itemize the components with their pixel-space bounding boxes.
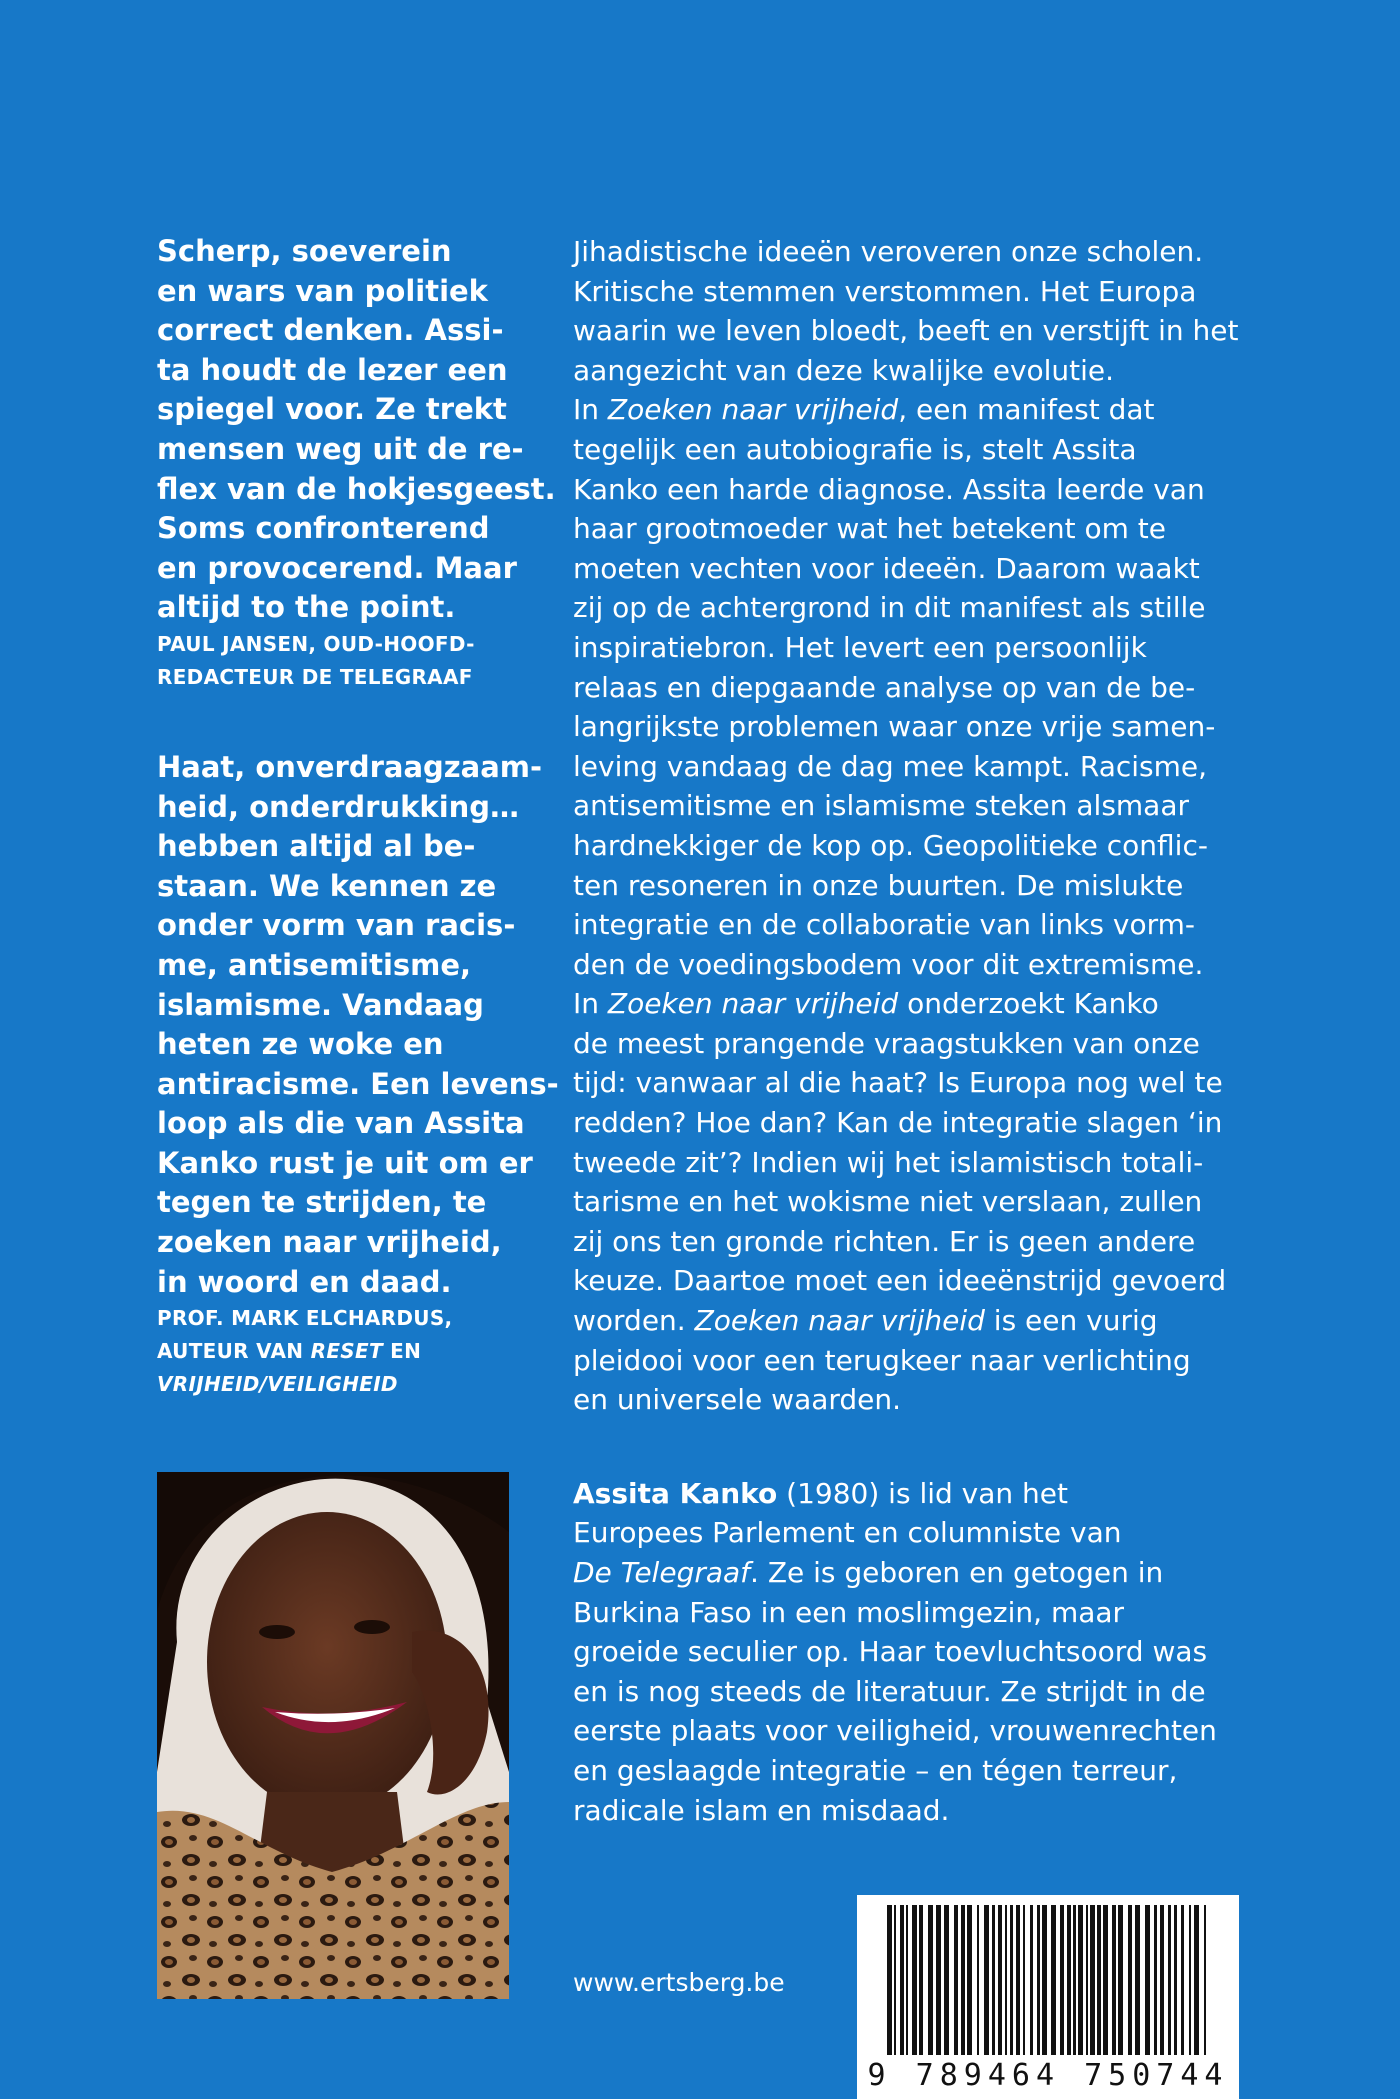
blurb-line: antisemitisme en islamisme steken alsmaar (573, 789, 1190, 823)
book-title: Zoeken naar vrijheid (607, 987, 899, 1021)
book-title: Zoeken naar vrijheid (694, 1304, 985, 1338)
blurb-text: In (573, 393, 608, 427)
attribution-line (157, 1335, 557, 1368)
attribution-line: PROF. MARK ELCHARDUS, (157, 1306, 453, 1331)
quote-mark-elchardus (157, 748, 557, 1302)
blurb-text: is een vurig (984, 1304, 1158, 1338)
attribution-text: AUTEUR VAN (157, 1339, 311, 1364)
quote-line: staan. We kennen ze (157, 868, 497, 903)
blurb-line (573, 984, 1273, 1024)
blurb-line (573, 1301, 1273, 1341)
quote-line: onder vorm van racis- (157, 908, 516, 943)
blurb-line: Kanko een harde diagnose. Assita leerde van (573, 472, 1205, 506)
bio-line: Europees Parlement en columniste van (573, 1516, 1122, 1550)
quote-line: Haat, onverdraagzaam- (157, 749, 543, 784)
blurb-line: inspiratiebron. Het levert een persoonlijk (573, 630, 1147, 664)
blurb-line: redden? Hoe dan? Kan de integratie slagen ‘in (573, 1106, 1223, 1140)
quote-line: correct denken. Assi- (157, 313, 504, 348)
blurb-line: keuze. Daartoe moet een ideeënstrijd gevoerd (573, 1264, 1227, 1298)
book-title-vrijheid-veiligheid: VRIJHEID/VEILIGHEID (157, 1372, 398, 1397)
attribution-line: PAUL JANSEN, OUD-HOOFD- (157, 631, 475, 656)
bio-line: radicale islam en misdaad. (573, 1793, 950, 1827)
blurb-line: tijd: vanwaar al die haat? Is Europa nog wel te (573, 1066, 1223, 1100)
publisher-website[interactable]: www.ertsberg.be (573, 1968, 785, 1997)
blurb-line: leving vandaag de dag mee kampt. Racisme, (573, 749, 1208, 783)
blurb-line: tarisme en het wokisme niet verslaan, zullen (573, 1185, 1203, 1219)
quote-line: hebben altijd al be- (157, 829, 476, 864)
blurb (573, 232, 1273, 1420)
book-title: Zoeken naar vrijheid (607, 393, 899, 427)
author-photo (157, 1472, 509, 1999)
attribution-text: EN (382, 1339, 422, 1364)
quote-attribution (157, 628, 557, 694)
blurb-line: de meest prangende vraagstukken van onze (573, 1026, 1200, 1060)
right-column (573, 232, 1273, 1830)
quote-line: heid, onderdrukking… (157, 789, 520, 824)
blurb-line: haar grootmoeder wat het betekent om te (573, 512, 1167, 546)
quote-line: me, antisemitisme, (157, 947, 472, 982)
quote-line: antiracisme. Een levens- (157, 1066, 559, 1101)
quote-line: spiegel voor. Ze trekt (157, 392, 507, 427)
bio-line: groeide seculier op. Haar toevluchtsoord was (573, 1635, 1208, 1669)
attribution-line: REDACTEUR DE TELEGRAAF (157, 664, 473, 689)
author-bio (573, 1474, 1273, 1830)
bio-line: en geslaagde integratie – en tégen terreur, (573, 1753, 1178, 1787)
blurb-line: zij op de achtergrond in dit manifest als stille (573, 591, 1206, 625)
bio-line: en is nog steeds de literatuur. Ze strijdt in de (573, 1674, 1206, 1708)
blurb-line: aangezicht van deze kwalijke evolutie. (573, 353, 1115, 387)
author-name: Assita Kanko (573, 1476, 778, 1510)
quote-line: tegen te strijden, te (157, 1185, 487, 1220)
quote-line: flex van de hokjesgeest. (157, 471, 556, 506)
bio-text: (1980) is lid van het (777, 1476, 1068, 1510)
quote-line: Kanko rust je uit om er (157, 1145, 533, 1180)
blurb-line: ten resoneren in onze buurten. De mislukte (573, 868, 1184, 902)
isbn-digits: 9 789464 750744 (867, 2058, 1229, 2093)
blurb-line: Jihadistische ideeën veroveren onze scholen. (573, 235, 1204, 268)
quote-line: altijd to the point. (157, 590, 456, 625)
blurb-line: zij ons ten gronde richten. Er is geen andere (573, 1224, 1196, 1258)
blurb-line: waarin we leven bloedt, beeft en verstijft in het (573, 314, 1239, 348)
blurb-text: onderzoekt Kanko (898, 987, 1159, 1021)
left-column (157, 232, 557, 1401)
blurb-line: Kritische stemmen verstommen. Het Europa (573, 274, 1197, 308)
blurb-line: langrijkste problemen waar onze vrije samen- (573, 710, 1216, 744)
book-title-reset: RESET (310, 1339, 383, 1364)
isbn-barcode (857, 1895, 1239, 2099)
quote-line: Soms confronterend (157, 511, 490, 546)
blurb-line: moeten vechten voor ideeën. Daarom waakt (573, 551, 1200, 585)
quote-line: en wars van politiek (157, 273, 488, 308)
quote-line: zoeken naar vrijheid, (157, 1225, 502, 1260)
bio-text: . Ze is geboren en getogen in (750, 1556, 1164, 1589)
barcode-bars (857, 1895, 1239, 2055)
quote-line: Scherp, soeverein (157, 234, 452, 268)
blurb-line: den de voedingsbodem voor dit extremisme. (573, 947, 1204, 981)
blurb-line: tegelijk een autobiografie is, stelt Assita (573, 432, 1137, 466)
blurb-text: , een manifest dat (898, 393, 1155, 427)
quote-paul-jansen (157, 232, 557, 628)
blurb-line: hardnekkiger de kop op. Geopolitieke conflic- (573, 828, 1208, 862)
quote-line: islamisme. Vandaag (157, 987, 484, 1022)
blurb-text: In (573, 987, 608, 1021)
quote-attribution (157, 1302, 557, 1401)
blurb-line: pleidooi voor een terugkeer naar verlichting (573, 1343, 1191, 1377)
quote-line: mensen weg uit de re- (157, 431, 524, 466)
quote-line: heten ze woke en (157, 1027, 444, 1062)
quote-line: in woord en daad. (157, 1264, 452, 1299)
quote-line: ta houdt de lezer een (157, 352, 508, 387)
bio-line: Burkina Faso in een moslimgezin, maar (573, 1595, 1125, 1629)
blurb-text: worden. (573, 1304, 695, 1338)
blurb-line: en universele waarden. (573, 1383, 902, 1417)
bio-line: eerste plaats voor veiligheid, vrouwenrechten (573, 1714, 1217, 1748)
blurb-line: relaas en diepgaande analyse op van de be- (573, 670, 1196, 704)
blurb-line (573, 390, 1273, 430)
quote-line: loop als die van Assita (157, 1106, 525, 1141)
bio-line (573, 1474, 1273, 1514)
bio-line (573, 1553, 1273, 1593)
quote-line: en provocerend. Maar (157, 550, 517, 585)
newspaper-title: De Telegraaf (573, 1556, 751, 1589)
author-portrait-image (157, 1472, 509, 1999)
blurb-line: tweede zit’? Indien wij het islamistisch totali- (573, 1145, 1204, 1179)
blurb-line: integratie en de collaboratie van links vorm- (573, 908, 1196, 942)
